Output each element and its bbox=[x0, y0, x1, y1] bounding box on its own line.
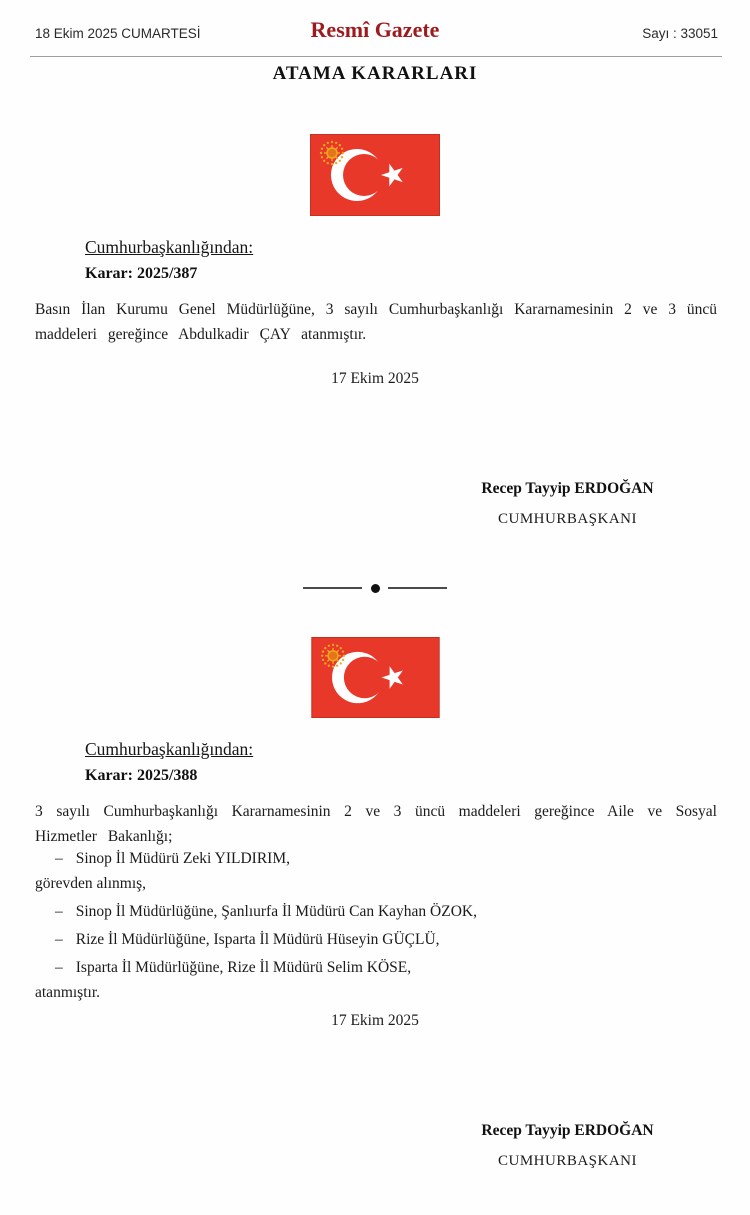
list-item bbox=[35, 847, 725, 871]
presidential-flag-icon bbox=[310, 134, 440, 216]
signature-title: CUMHURBAŞKANI bbox=[497, 511, 638, 527]
dash-marker: – bbox=[55, 903, 63, 920]
decree2-authority: Cumhurbaşkanlığından: bbox=[85, 739, 254, 759]
separator-line-right bbox=[388, 587, 447, 589]
dash-marker: – bbox=[55, 959, 63, 976]
presidential-flag-icon bbox=[311, 637, 441, 719]
dash-marker: – bbox=[55, 931, 63, 948]
list-item bbox=[35, 900, 725, 924]
turkish-flag-graphic bbox=[310, 134, 440, 216]
decree2-appointment-list bbox=[35, 847, 725, 1005]
signature-name: Recep Tayyip ERDOĞAN bbox=[481, 480, 654, 497]
decree2-date: 17 Ekim 2025 bbox=[331, 1012, 419, 1029]
decree1-body: Basın İlan Kurumu Genel Müdürlüğüne, 3 sayılı Cumhurbaşkanlığı Kararnamesinin 2 ve 3 üncü maddeleri gereğince Abdulkadir ÇAY atanmıştır. bbox=[35, 301, 717, 343]
decree2-body: 3 sayılı Cumhurbaşkanlığı Kararnamesinin 2 ve 3 üncü maddeleri gereğince Aile ve Sosyal Hizmetler Bakanlığı; bbox=[35, 803, 717, 845]
decree2-number: Karar: 2025/388 bbox=[85, 767, 198, 784]
section-separator bbox=[303, 583, 447, 593]
list-item bbox=[35, 928, 725, 952]
list-item-text: Sinop İl Müdürlüğüne, Şanlıurfa İl Müdürü Can Kayhan ÖZOK, bbox=[75, 903, 477, 920]
signature-title: CUMHURBAŞKANI bbox=[497, 1153, 638, 1169]
list-item-text: Sinop İl Müdürü Zeki YILDIRIM, bbox=[75, 850, 291, 867]
decree1-date: 17 Ekim 2025 bbox=[331, 370, 419, 387]
separator-dot bbox=[371, 584, 380, 593]
dash-marker: – bbox=[55, 850, 63, 867]
issue-number: Sayı : 33051 bbox=[642, 26, 718, 41]
decree1-authority: Cumhurbaşkanlığından: bbox=[85, 237, 254, 257]
header-divider bbox=[30, 56, 722, 57]
gazette-title: Resmî Gazete bbox=[310, 17, 440, 42]
decree2-signature bbox=[450, 1122, 685, 1170]
signature-name: Recep Tayyip ERDOĞAN bbox=[481, 1122, 654, 1139]
turkish-flag-graphic bbox=[311, 637, 440, 718]
removal-note: görevden alınmış, bbox=[35, 875, 147, 892]
separator-line-left bbox=[303, 587, 362, 589]
list-item-text: Rize İl Müdürlüğüne, Isparta İl Müdürü Hüseyin GÜÇLÜ, bbox=[75, 931, 440, 948]
decree1-number: Karar: 2025/387 bbox=[85, 265, 198, 282]
header-date: 18 Ekim 2025 CUMARTESİ bbox=[35, 26, 201, 41]
decree1-signature bbox=[450, 480, 685, 528]
appointment-note: atanmıştır. bbox=[35, 984, 101, 1001]
list-item bbox=[35, 956, 725, 980]
list-item-text: Isparta İl Müdürlüğüne, Rize İl Müdürü Selim KÖSE, bbox=[75, 959, 412, 976]
page-title: ATAMA KARARLARI bbox=[272, 63, 478, 84]
